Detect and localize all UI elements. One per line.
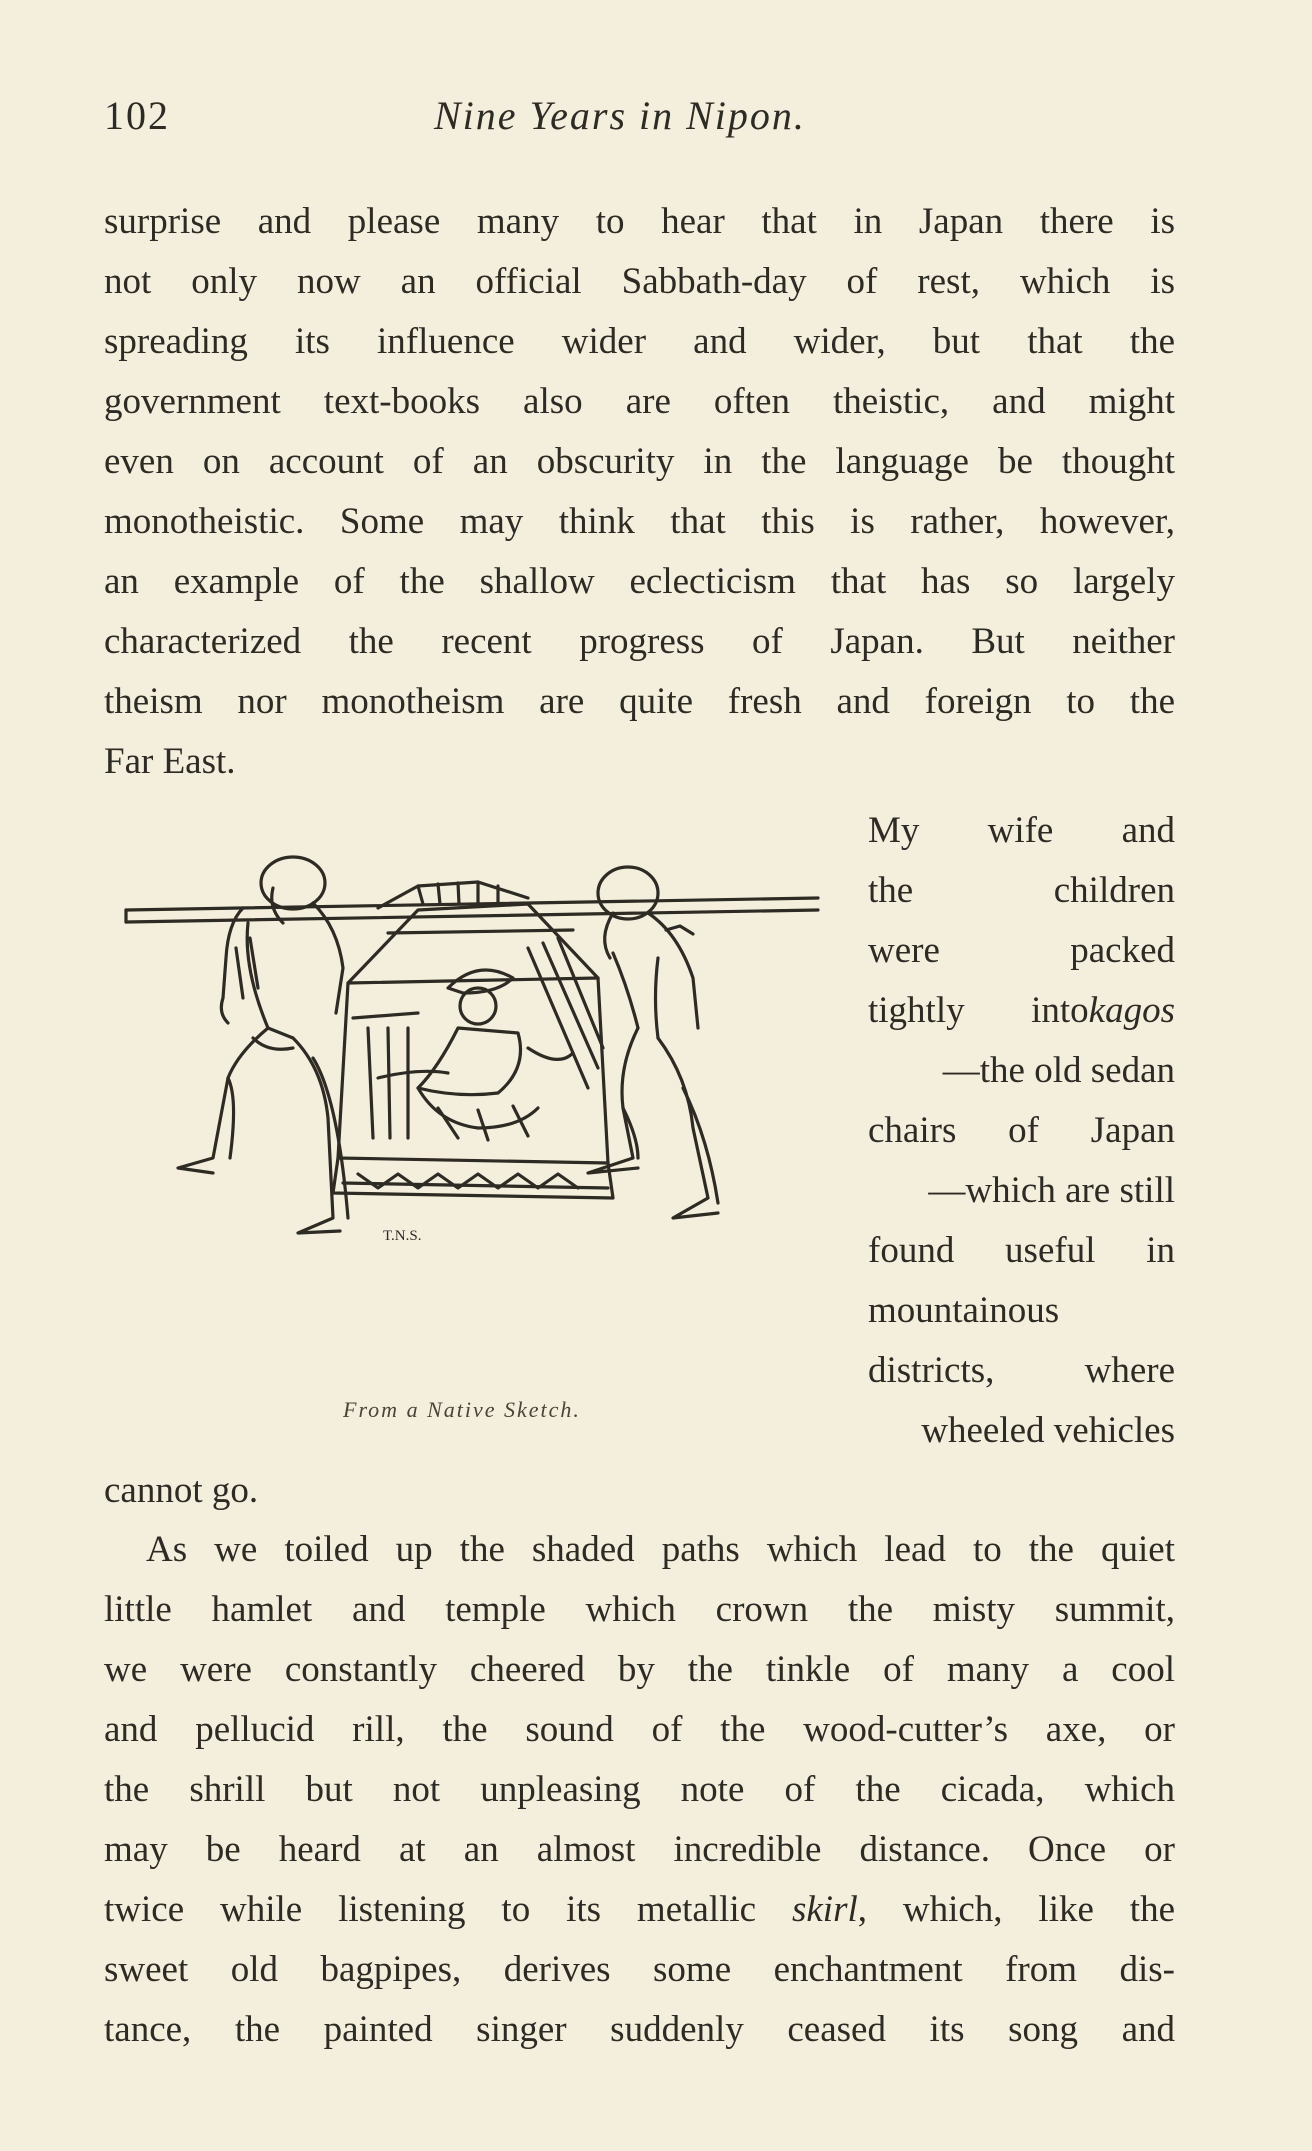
body-line: As we toiled up the shaded paths which lead to the quiet xyxy=(146,1529,1175,1570)
body-line: characterized the recent progress of Japan. But neither xyxy=(104,621,1175,662)
front-bearer xyxy=(178,857,348,1233)
running-title: Nine Years in Nipon. xyxy=(434,93,806,138)
italic-term: skirl xyxy=(791,1889,858,1930)
body-line: and pellucid rill, the sound of the wood-cutter’s axe, or xyxy=(104,1709,1175,1750)
body-line: surprise and please many to hear that in Japan there is xyxy=(104,201,1175,242)
kago-roof xyxy=(348,882,598,983)
wrapped-line: mountainous xyxy=(868,1290,1060,1331)
wrapped-text: tightly into xyxy=(868,990,1089,1031)
body-line: even on account of an obscurity in the language be thought xyxy=(104,441,1175,482)
body-line: theism nor monotheism are quite fresh and foreign to the xyxy=(104,681,1175,722)
body-line: the shrill but not unpleasing note of the cicada, which xyxy=(104,1769,1175,1810)
wrapped-line: —the old sedan xyxy=(942,1050,1175,1091)
body-text: , which, like the xyxy=(857,1889,1176,1930)
kago-illustration xyxy=(118,838,838,1398)
body-line: we were constantly cheered by the tinkle of many a cool xyxy=(104,1649,1175,1690)
italic-term: kagos xyxy=(1088,990,1175,1031)
body-line: may be heard at an almost incredible distance. Once or xyxy=(104,1829,1175,1870)
body-line: sweet old bagpipes, derives some enchantment from dis- xyxy=(104,1949,1175,1990)
wrapped-line: districts, where xyxy=(868,1350,1175,1391)
body-line: tance, the painted singer suddenly ceased its song and xyxy=(104,2009,1175,2050)
body-line: little hamlet and temple which crown the misty summit, xyxy=(104,1589,1175,1630)
wrapped-line-kagos xyxy=(868,992,1175,1029)
wrapped-line: were packed xyxy=(868,930,1175,971)
body-line: an example of the shallow eclecticism that has so largely xyxy=(104,561,1175,602)
wrapped-line: chairs of Japan xyxy=(868,1110,1175,1151)
wrapped-line: found useful in xyxy=(868,1230,1175,1271)
wrapped-line: wheeled vehicles xyxy=(921,1410,1175,1451)
body-line: cannot go. xyxy=(104,1470,259,1511)
body-line-skirl xyxy=(104,1891,1175,1928)
body-text: twice while listening to its metallic xyxy=(104,1889,792,1930)
page-number: 102 xyxy=(104,93,170,138)
wrapped-line: My wife and xyxy=(868,810,1175,851)
body-line: government text-books also are often theistic, and might xyxy=(104,381,1175,422)
rear-bearer xyxy=(588,867,718,1218)
body-line: not only now an official Sabbath-day of rest, which is xyxy=(104,261,1175,302)
page-header xyxy=(104,92,1174,152)
body-line: spreading its influence wider and wider, but that the xyxy=(104,321,1175,362)
wrapped-line: —which are still xyxy=(928,1170,1175,1211)
artist-signature: T.N.S. xyxy=(383,1228,422,1244)
wrapped-line: the children xyxy=(868,870,1175,911)
body-line: Far East. xyxy=(104,741,236,782)
carrying-pole xyxy=(126,898,818,922)
body-line: monotheistic. Some may think that this is rather, however, xyxy=(104,501,1175,542)
illustration-caption: From a Native Sketch. xyxy=(343,1397,581,1422)
